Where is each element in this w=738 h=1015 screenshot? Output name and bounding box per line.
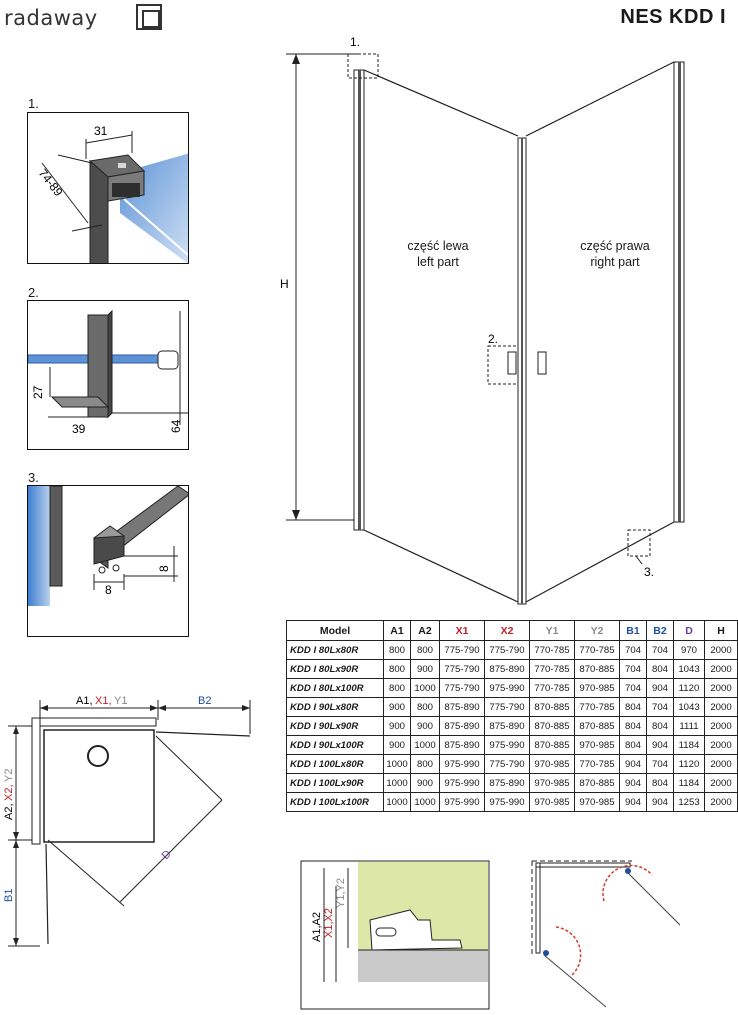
brand-logo: radaway <box>4 6 98 30</box>
table-row <box>287 755 738 774</box>
spec-table <box>286 620 738 812</box>
cell-x1: 975-990 <box>440 755 485 774</box>
brand-logo-mark <box>136 4 162 30</box>
cell-x2: 775-790 <box>485 698 530 717</box>
cell-x1: 775-790 <box>440 660 485 679</box>
cell-y2: 770-785 <box>575 641 620 660</box>
cell-model: KDD I 80Lx80R <box>287 641 384 660</box>
cell-b2: 904 <box>647 736 674 755</box>
table-row <box>287 698 738 717</box>
cell-x1: 775-790 <box>440 641 485 660</box>
cell-y1: 870-885 <box>530 736 575 755</box>
cell-model: KDD I 90Lx100R <box>287 736 384 755</box>
plan-view-drawing <box>0 690 270 960</box>
header-x1: X1 <box>440 621 485 641</box>
cell-model: KDD I 90Lx90R <box>287 717 384 736</box>
right-part-en: right part <box>590 255 640 269</box>
cell-d: 1043 <box>674 698 705 717</box>
cell-a2: 800 <box>411 641 440 660</box>
cell-y2: 870-885 <box>575 660 620 679</box>
table-row <box>287 793 738 812</box>
cell-y1: 870-885 <box>530 698 575 717</box>
cell-model: KDD I 80Lx90R <box>287 660 384 679</box>
cell-a1: 1000 <box>384 755 411 774</box>
cell-a2: 1000 <box>411 736 440 755</box>
detail-1-panel <box>27 112 189 264</box>
cell-b2: 904 <box>647 679 674 698</box>
cell-d: 1043 <box>674 660 705 679</box>
cell-a2: 1000 <box>411 679 440 698</box>
cell-a2: 900 <box>411 774 440 793</box>
cell-b2: 804 <box>647 774 674 793</box>
cell-a2: 900 <box>411 660 440 679</box>
cell-h: 2000 <box>705 736 738 755</box>
table-row <box>287 660 738 679</box>
cell-a2: 800 <box>411 698 440 717</box>
cell-x2: 975-990 <box>485 679 530 698</box>
header-y1: Y1 <box>530 621 575 641</box>
detail-3-panel <box>27 485 189 637</box>
detail-1-number: 1. <box>28 96 39 111</box>
cell-x1: 875-890 <box>440 698 485 717</box>
cell-b2: 704 <box>647 755 674 774</box>
cell-d: 1120 <box>674 755 705 774</box>
cell-y2: 870-885 <box>575 774 620 793</box>
cell-model: KDD I 100Lx90R <box>287 774 384 793</box>
header-y2: Y2 <box>575 621 620 641</box>
cell-y2: 770-785 <box>575 755 620 774</box>
cell-h: 2000 <box>705 679 738 698</box>
cell-x2: 975-990 <box>485 736 530 755</box>
header-a1: A1 <box>384 621 411 641</box>
header-d: D <box>674 621 705 641</box>
model-title: NES KDD I <box>620 6 726 28</box>
cell-x2: 875-890 <box>485 774 530 793</box>
cell-x1: 975-990 <box>440 774 485 793</box>
cell-h: 2000 <box>705 774 738 793</box>
cell-y2: 870-885 <box>575 717 620 736</box>
cell-x1: 875-890 <box>440 717 485 736</box>
cell-x2: 775-790 <box>485 641 530 660</box>
callout-1-label: 1. <box>350 35 361 49</box>
detail-1-dim-top: 31 <box>94 124 108 138</box>
cell-x2: 775-790 <box>485 755 530 774</box>
plan-top-y1: Y1 <box>114 695 128 707</box>
section-x: X1,X2 <box>323 908 335 938</box>
detail-3-number: 3. <box>28 470 39 485</box>
cell-b1: 704 <box>620 660 647 679</box>
cell-b2: 704 <box>647 641 674 660</box>
header-b1: B1 <box>620 621 647 641</box>
cell-x2: 875-890 <box>485 660 530 679</box>
cell-x1: 975-990 <box>440 793 485 812</box>
table-row <box>287 736 738 755</box>
plan-side-x2: X2, <box>3 784 15 801</box>
detail-2-dim-b: 39 <box>72 422 86 436</box>
cell-y1: 970-985 <box>530 774 575 793</box>
cell-model: KDD I 100Lx80R <box>287 755 384 774</box>
table-row <box>287 679 738 698</box>
cell-a2: 800 <box>411 755 440 774</box>
cell-a1: 900 <box>384 717 411 736</box>
section-a: A1,A2 <box>311 912 323 942</box>
cell-y2: 770-785 <box>575 698 620 717</box>
cell-a1: 800 <box>384 660 411 679</box>
section-view-drawing <box>300 860 490 1010</box>
cell-y1: 770-785 <box>530 660 575 679</box>
cell-b1: 904 <box>620 755 647 774</box>
detail-3-dim-b: 8 <box>105 583 112 597</box>
cell-b1: 704 <box>620 641 647 660</box>
plan-top-a1: A1, <box>76 695 93 707</box>
cell-y2: 970-985 <box>575 793 620 812</box>
cell-y2: 970-985 <box>575 679 620 698</box>
detail-3-dim-a: 8 <box>157 565 171 572</box>
detail-2-dim-c: 64 <box>169 419 183 433</box>
cell-x1: 775-790 <box>440 679 485 698</box>
opening-diagram-drawing <box>520 855 680 1010</box>
cell-y1: 770-785 <box>530 679 575 698</box>
cell-model: KDD I 80Lx100R <box>287 679 384 698</box>
detail-3-drawing <box>28 486 189 637</box>
cell-model: KDD I 100Lx100R <box>287 793 384 812</box>
cell-y1: 970-985 <box>530 793 575 812</box>
detail-2-drawing <box>28 301 189 450</box>
cell-b2: 804 <box>647 660 674 679</box>
cell-d: 1120 <box>674 679 705 698</box>
cell-a1: 900 <box>384 698 411 717</box>
cell-y1: 870-885 <box>530 717 575 736</box>
section-y: Y1,Y2 <box>335 878 347 908</box>
cell-b1: 904 <box>620 793 647 812</box>
cell-y1: 970-985 <box>530 755 575 774</box>
cell-b1: 804 <box>620 736 647 755</box>
detail-1-drawing <box>28 113 189 264</box>
left-part-pl: część lewa <box>407 239 469 253</box>
cell-h: 2000 <box>705 698 738 717</box>
header-model: Model <box>287 621 384 641</box>
cell-b2: 904 <box>647 793 674 812</box>
cell-b2: 804 <box>647 717 674 736</box>
detail-2-panel <box>27 300 189 450</box>
cell-h: 2000 <box>705 641 738 660</box>
cell-h: 2000 <box>705 793 738 812</box>
cell-d: 1184 <box>674 736 705 755</box>
cell-y2: 970-985 <box>575 736 620 755</box>
callout-2-label: 2. <box>488 332 499 346</box>
cell-a1: 1000 <box>384 793 411 812</box>
table-row <box>287 641 738 660</box>
cell-a2: 900 <box>411 717 440 736</box>
cell-x1: 875-890 <box>440 736 485 755</box>
callout-3-label: 3. <box>644 565 655 579</box>
cell-b1: 904 <box>620 774 647 793</box>
cell-b1: 804 <box>620 717 647 736</box>
cell-d: 1111 <box>674 717 705 736</box>
cell-d: 970 <box>674 641 705 660</box>
cell-model: KDD I 90Lx80R <box>287 698 384 717</box>
cell-a1: 1000 <box>384 774 411 793</box>
cell-x2: 875-890 <box>485 717 530 736</box>
detail-1-dim-side: 74-89 <box>35 166 66 200</box>
plan-side-y2: Y2 <box>3 768 15 782</box>
height-label: H <box>280 277 289 291</box>
table-row <box>287 717 738 736</box>
cell-b1: 804 <box>620 698 647 717</box>
main-elevation-drawing <box>270 30 738 610</box>
left-part-en: left part <box>417 255 459 269</box>
cell-y1: 770-785 <box>530 641 575 660</box>
header-b2: B2 <box>647 621 674 641</box>
header-h: H <box>705 621 738 641</box>
right-part-label-block <box>560 238 670 270</box>
plan-side-a2: A2, <box>3 803 15 820</box>
header-x2: X2 <box>485 621 530 641</box>
header-a2: A2 <box>411 621 440 641</box>
cell-a1: 800 <box>384 641 411 660</box>
plan-top-x1: X1, <box>95 695 112 707</box>
cell-d: 1184 <box>674 774 705 793</box>
cell-a1: 800 <box>384 679 411 698</box>
cell-h: 2000 <box>705 717 738 736</box>
right-part-pl: część prawa <box>580 239 650 253</box>
plan-side-b1: B1 <box>3 888 15 902</box>
cell-h: 2000 <box>705 755 738 774</box>
plan-diag-d: D <box>159 848 174 863</box>
spec-table-header-row <box>287 621 738 641</box>
detail-2-number: 2. <box>28 285 39 300</box>
table-row <box>287 774 738 793</box>
cell-d: 1253 <box>674 793 705 812</box>
cell-h: 2000 <box>705 660 738 679</box>
plan-top-b2: B2 <box>198 695 212 707</box>
detail-2-dim-a: 27 <box>31 385 45 399</box>
left-part-label-block <box>388 238 488 270</box>
cell-x2: 975-990 <box>485 793 530 812</box>
cell-a2: 1000 <box>411 793 440 812</box>
cell-b1: 704 <box>620 679 647 698</box>
cell-b2: 704 <box>647 698 674 717</box>
cell-a1: 900 <box>384 736 411 755</box>
